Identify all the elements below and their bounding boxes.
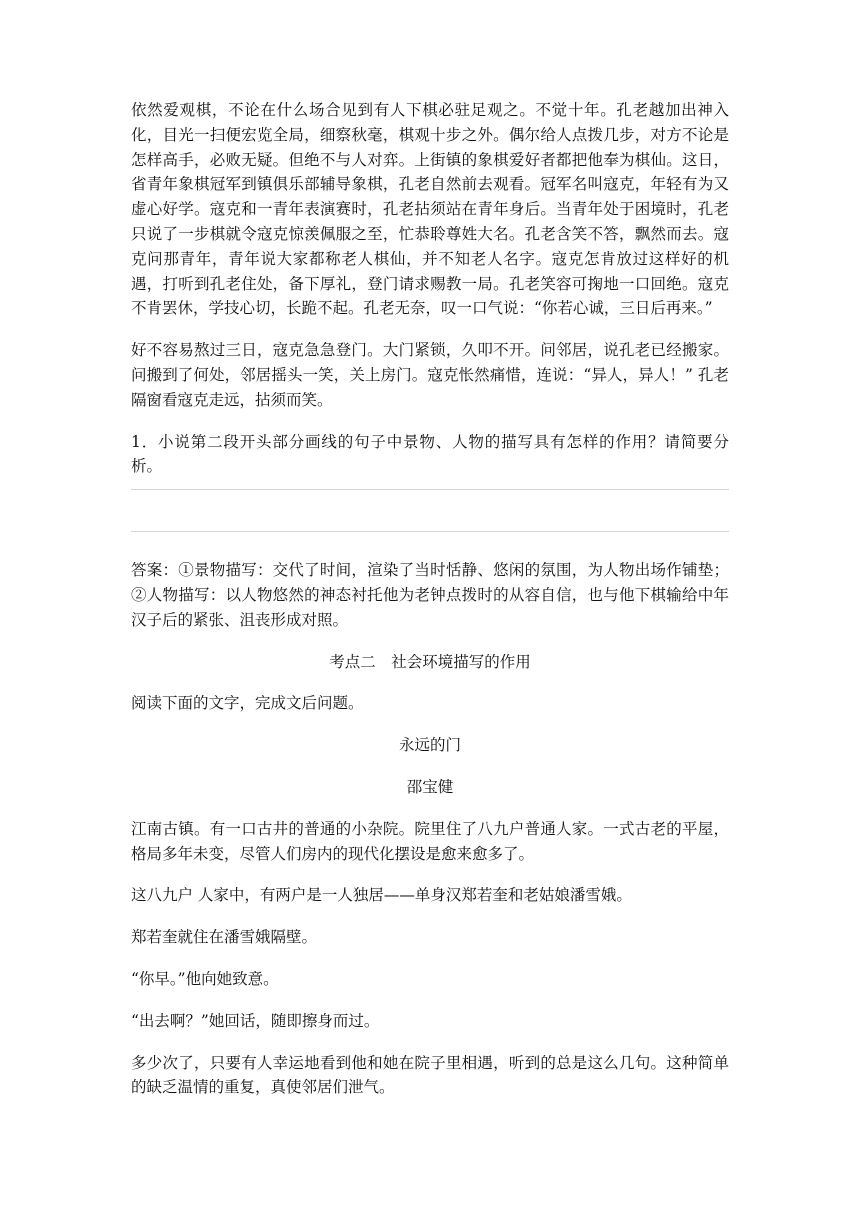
story-paragraph: 多少次了，只要有人幸运地看到他和她在院子里相遇，听到的总是这么几句。这种简单的缺乏温情的重复，真使邻居们泄气。	[131, 1053, 729, 1097]
story-author: 邵宝健	[406, 777, 454, 796]
instruction-text: 阅读下面的文字，完成文后问题。	[131, 694, 364, 713]
story-paragraph: 江南古镇。有一口古井的普通的小杂院。院里住了八九户普通人家。一式古老的平屋，格局多年未变，尽管人们房内的现代化摆设是愈来愈多了。	[131, 819, 729, 863]
story-paragraph: “出去啊？”她回话，随即擦身而过。	[131, 1011, 380, 1030]
story-paragraph: 郑若奎就住在潘雪娥隔壁。	[131, 928, 318, 947]
document-page	[131, 98, 729, 1117]
question-1: 1．小说第二段开头部分画线的句子中景物、人物的描写具有怎样的作用？请简要分析。	[131, 432, 729, 476]
passage-paragraph-2: 好不容易熬过三日，寇克急急登门。大门紧锁，久叩不开。问邻居，说孔老已经搬家。问搬到了何处，邻居摇头一笑，关上房门。寇克怅然痛惜，连说：“异人，异人！” 孔老隔窗看寇克走远，拈须而笑。	[131, 341, 729, 409]
story-title: 永远的门	[398, 736, 461, 755]
section-title: 考点二 社会环境描写的作用	[329, 652, 531, 671]
answer-text: 答案：①景物描写：交代了时间，渲染了当时恬静、悠闲的氛围，为人物出场作铺垫；②人物描写：以人物悠然的神态衬托他为老钟点拨时的从容自信，也与他下棋输给中年汉子后的紧张、沮丧形成对照。	[131, 561, 729, 629]
story-paragraph: 这八九户 人家中，有两户是一人独居——单身汉郑若奎和老姑娘潘雪娥。	[131, 886, 632, 905]
answer-line-1	[131, 489, 729, 490]
passage-paragraph-1: 依然爱观棋，不论在什么场合见到有人下棋必驻足观之。不觉十年。孔老越加出神入化，目光一扫便宏览全局，细察秋毫，棋观十步之外。偶尔给人点拨几步，对方不论是怎样高手，必败无疑。但绝不与人对弈。上街镇的象棋爱好者都把他奉为棋仙。这日，省青年象棋冠军到镇俱乐部辅导象棋，孔老自然前去观看。冠军名叫寇克，年轻有为又虚心好学。寇克和一青年表演赛时，孔老拈须站在青年身后。当青年处于困境时，孔老只说了一步棋就令寇克惊羡佩服之至，忙恭聆尊姓大名。孔老含笑不答，飘然而去。寇克问那青年，青年说大家都称老人棋仙，并不知老人名字。寇克怎肯放过这样好的机遇，打听到孔老住处，备下厚礼，登门请求赐教一局。孔老笑容可掬地一口回绝。寇克不肯罢休，学技心切，长跪不起。孔老无奈，叹一口气说：“你若心诚，三日后再来。”	[131, 101, 729, 318]
story-paragraph: “你早。”他向她致意。	[131, 969, 279, 988]
answer-line-2	[131, 531, 729, 532]
